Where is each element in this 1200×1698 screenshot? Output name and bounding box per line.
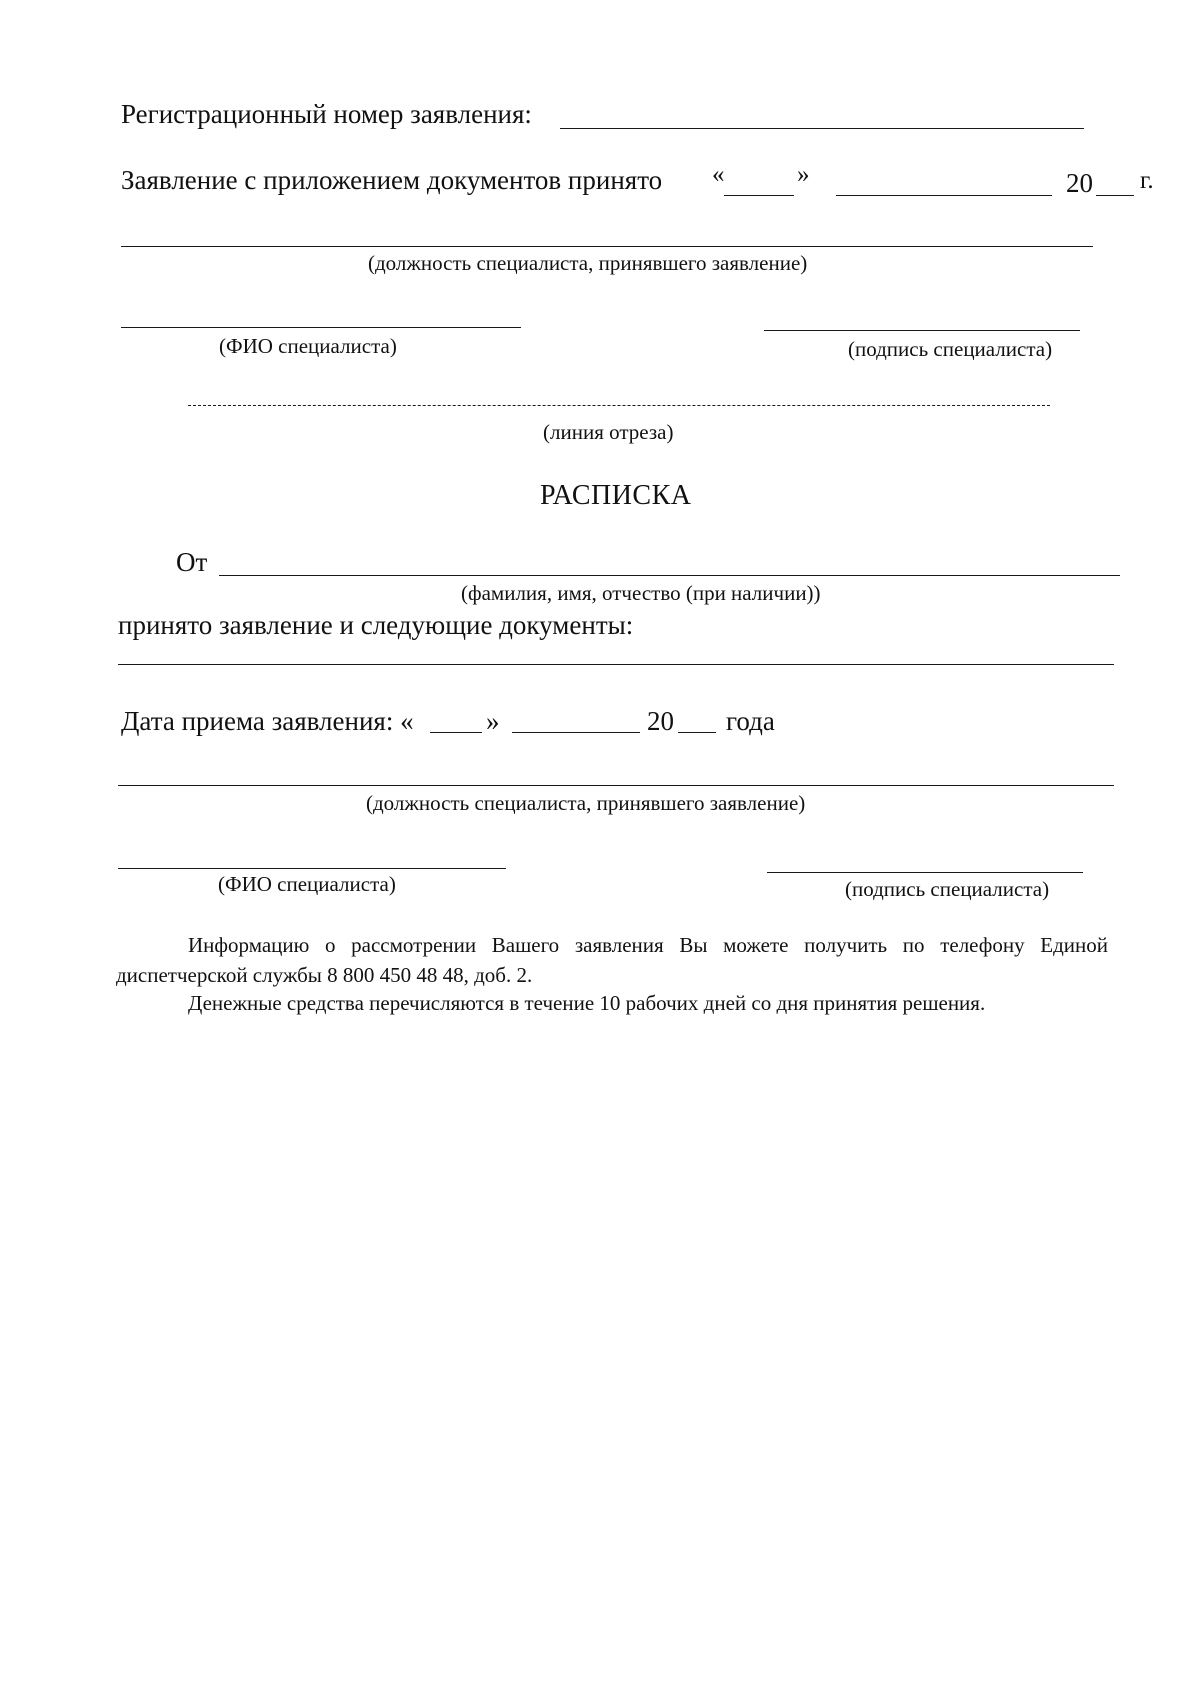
receipt-fio-line[interactable]: [118, 868, 506, 869]
accepted-day-line[interactable]: [724, 195, 794, 196]
accepted-year-prefix: 20: [1066, 168, 1093, 198]
receipt-signature-caption: (подпись специалиста): [845, 877, 1050, 901]
money-paragraph: Денежные средства перечисляются в течение 10 рабочих дней со дня принятия решения.: [188, 991, 986, 1015]
accepted-month-line[interactable]: [836, 195, 1052, 196]
reg-number-field-line[interactable]: [560, 128, 1084, 129]
receipt-position-line[interactable]: [118, 785, 1114, 786]
date-day-line[interactable]: [430, 732, 482, 733]
receipt-fio-caption: (ФИО специалиста): [218, 872, 396, 896]
reg-number-label: Регистрационный номер заявления:: [121, 99, 532, 129]
fio-caption: (ФИО специалиста): [219, 334, 397, 358]
date-year-prefix: 20: [647, 706, 674, 736]
date-year-line[interactable]: [678, 732, 716, 733]
receipt-signature-line[interactable]: [767, 872, 1083, 873]
accepted-year-suffix: г.: [1140, 167, 1154, 194]
date-month-line[interactable]: [512, 732, 640, 733]
info-paragraph: Информацию о рассмотрении Вашего заявления Вы можете получить по телефону Единой диспетчерской службы 8 800 450 48 48, доб. 2.: [116, 933, 1108, 987]
accepted-close-quote: »: [797, 161, 810, 188]
fio-line[interactable]: [121, 327, 521, 328]
cut-line: [188, 405, 1050, 406]
signature-caption: (подпись специалиста): [848, 337, 1053, 361]
accepted-year-line[interactable]: [1096, 195, 1134, 196]
accepted-open-quote: «: [712, 161, 725, 188]
signature-line[interactable]: [764, 330, 1080, 331]
receipt-title: РАСПИСКА: [540, 480, 692, 511]
applicant-name-line[interactable]: [219, 575, 1120, 576]
documents-line[interactable]: [118, 664, 1114, 665]
date-close-quote: »: [486, 706, 500, 736]
documents-label: принято заявление и следующие документы:: [118, 610, 634, 640]
applicant-name-caption: (фамилия, имя, отчество (при наличии)): [461, 581, 821, 605]
position-line[interactable]: [121, 246, 1093, 247]
receipt-position-caption: (должность специалиста, принявшего заявление): [366, 791, 806, 815]
date-year-suffix: года: [726, 706, 775, 736]
date-label: Дата приема заявления: «: [121, 706, 414, 736]
from-label: От: [176, 547, 208, 577]
cut-caption: (линия отреза): [543, 420, 674, 444]
position-caption: (должность специалиста, принявшего заявление): [368, 251, 808, 275]
accepted-label: Заявление с приложением документов принято: [121, 165, 663, 195]
